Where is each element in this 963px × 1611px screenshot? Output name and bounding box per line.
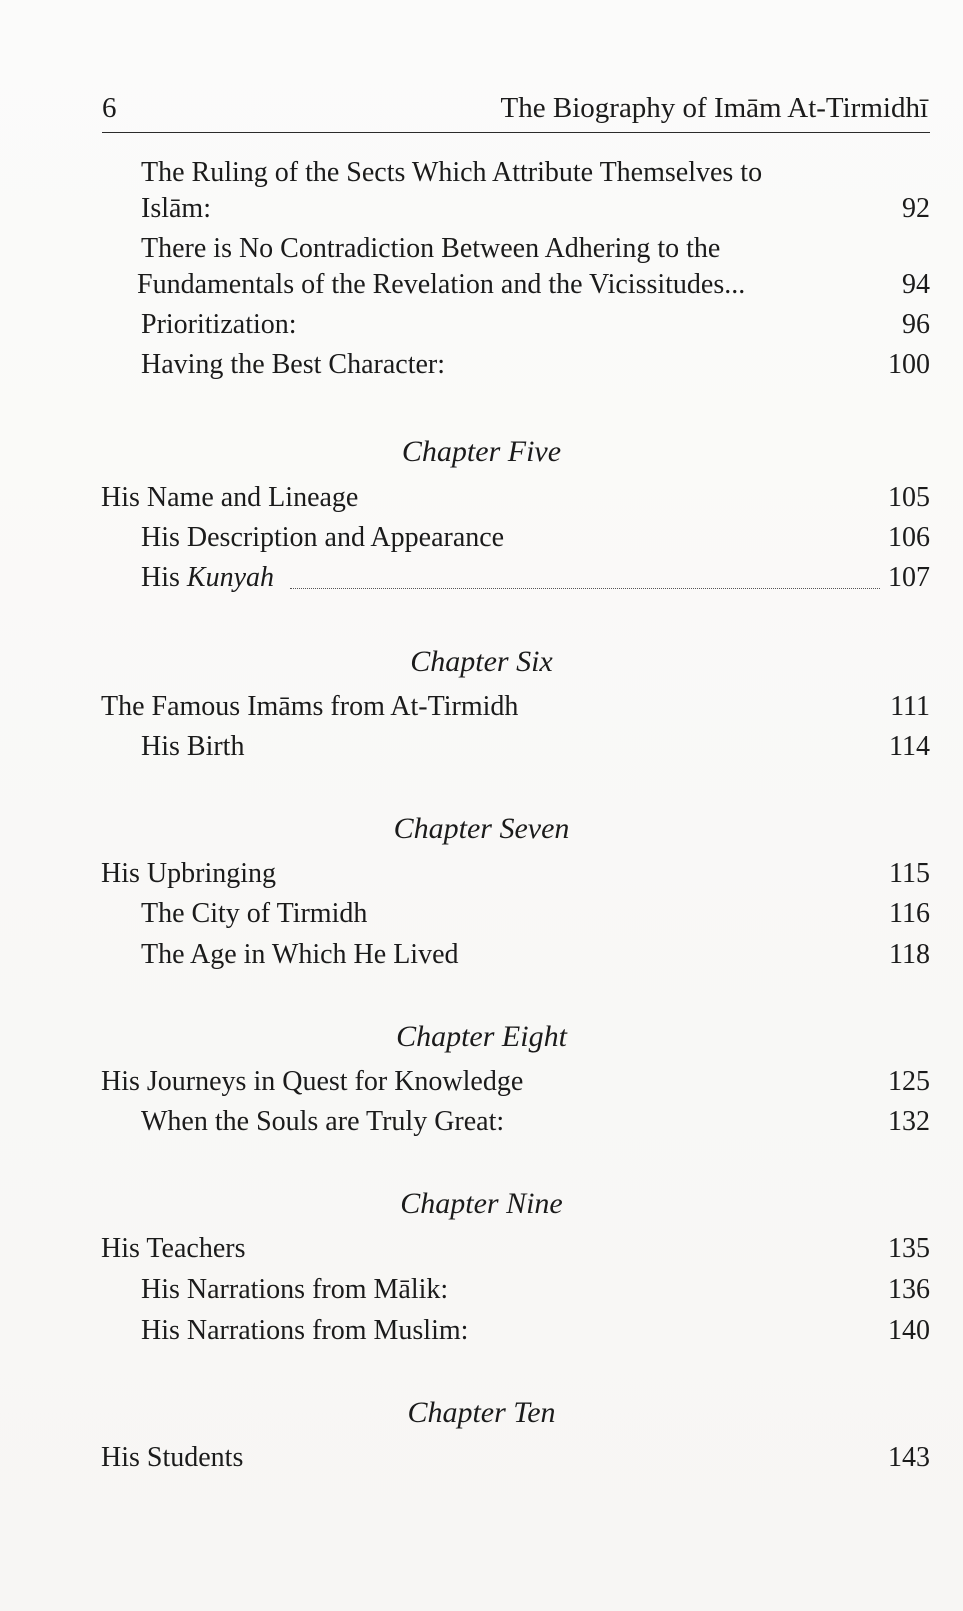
toc-page-number: 143 [888, 1442, 930, 1473]
toc-entry-kunyah [141, 560, 274, 596]
toc-page-number: 115 [889, 858, 930, 889]
toc-entry-sects-ruling-line2: Islām: [141, 193, 211, 224]
toc-page-number: 107 [888, 562, 930, 593]
running-title: The Biography of Imām At-Tirmidhī [500, 92, 928, 124]
toc-entry-no-contradiction-line2: Fundamentals of the Revelation and the Vicissitudes... [137, 269, 746, 300]
toc-entry-students: His Students [101, 1442, 244, 1473]
toc-page-number: 116 [889, 898, 930, 929]
toc-entry-teachers: His Teachers [101, 1233, 246, 1264]
toc-entry-description-appearance: His Description and Appearance [141, 522, 505, 553]
kunyah-term: Kunyah [186, 562, 275, 593]
toc-entry-famous-imams: The Famous Imāms from At-Tirmidh [101, 691, 519, 722]
toc-entry-best-character: Having the Best Character: [141, 349, 446, 380]
dot-leader [290, 588, 880, 589]
chapter-heading: Chapter Ten [407, 1396, 556, 1429]
chapter-heading: Chapter Six [410, 645, 553, 678]
toc-entry-narrations-malik: His Narrations from Mālik: [141, 1274, 449, 1305]
toc-page-number: 94 [902, 269, 930, 300]
toc-page-number: 125 [888, 1066, 930, 1097]
toc-entry-souls-great: When the Souls are Truly Great: [141, 1106, 505, 1137]
toc-page-number: 111 [890, 691, 930, 722]
toc-page-number: 135 [888, 1233, 930, 1264]
toc-page-number: 100 [888, 349, 930, 380]
chapter-heading: Chapter Seven [393, 812, 570, 845]
chapter-heading: Chapter Five [401, 435, 562, 468]
toc-page-number: 132 [888, 1106, 930, 1137]
toc-page-number: 136 [888, 1274, 930, 1305]
toc-page-number: 114 [889, 731, 930, 762]
toc-entry-narrations-muslim: His Narrations from Muslim: [141, 1315, 469, 1346]
toc-page-number: 92 [902, 193, 930, 224]
toc-entry-prioritization: Prioritization: [141, 309, 297, 340]
toc-entry-age-lived: The Age in Which He Lived [141, 939, 459, 970]
toc-entry-sects-ruling-line1: The Ruling of the Sects Which Attribute Themselves to [141, 157, 763, 188]
kunyah-prefix: His [141, 562, 187, 593]
toc-page-number: 140 [888, 1315, 930, 1346]
chapter-heading: Chapter Nine [400, 1187, 563, 1220]
toc-page-number: 105 [888, 482, 930, 513]
toc-entry-journeys: His Journeys in Quest for Knowledge [101, 1066, 524, 1097]
toc-page-number: 106 [888, 522, 930, 553]
toc-entry-name-lineage: His Name and Lineage [101, 482, 359, 513]
chapter-heading: Chapter Eight [396, 1020, 567, 1053]
toc-entry-city-tirmidh: The City of Tirmidh [141, 898, 368, 929]
toc-entry-upbringing: His Upbringing [101, 858, 276, 889]
toc-page-number: 96 [902, 309, 930, 340]
toc-entry-no-contradiction-line1: There is No Contradiction Between Adhering to the [141, 233, 721, 264]
toc-entry-birth: His Birth [141, 731, 245, 762]
page-number: 6 [102, 92, 117, 124]
toc-page-number: 118 [889, 939, 930, 970]
